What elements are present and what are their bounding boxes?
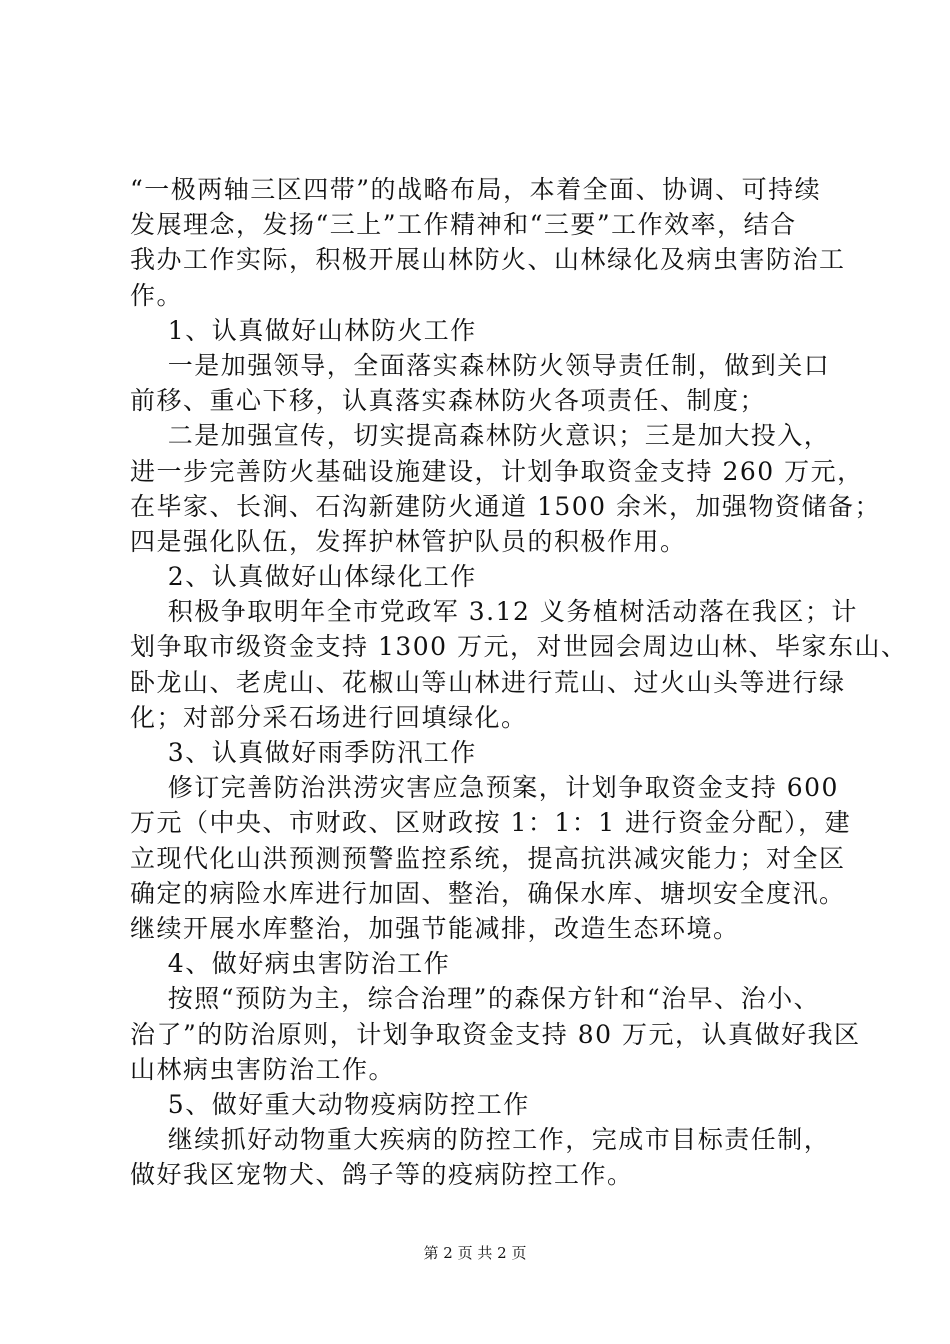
text-line: 划争取市级资金支持 1300 万元，对世园会周边山林、毕家东山、 <box>130 632 908 662</box>
text-line: 四是强化队伍，发挥护林管护队员的积极作用。 <box>130 526 687 556</box>
section-heading: 1、认真做好山林防火工作 <box>130 315 477 345</box>
page-footer <box>0 1243 950 1263</box>
text-line: 山林病虫害防治工作。 <box>130 1054 396 1084</box>
text-line: 万元（中央、市财政、区财政按 1：1：1 进行资金分配），建 <box>130 808 852 838</box>
text-line: 修订完善防治洪涝灾害应急预案，计划争取资金支持 600 <box>130 773 839 803</box>
text-line: 继续开展水库整治，加强节能减排，改造生态环境。 <box>130 913 740 943</box>
section-heading: 4、做好病虫害防治工作 <box>130 949 451 979</box>
text-line: 治了”的防治原则，计划争取资金支持 80 万元，认真做好我区 <box>130 1019 861 1049</box>
page-number: 第 2 页 共 2 页 <box>423 1244 527 1262</box>
text-line: 卧龙山、老虎山、花椒山等山林进行荒山、过火山头等进行绿 <box>130 667 846 697</box>
text-line: 二是加强宣传，切实提高森林防火意识；三是加大投入， <box>130 421 831 451</box>
text-line: 做好我区宠物犬、鸽子等的疫病防控工作。 <box>130 1160 634 1190</box>
document-body <box>130 172 908 1192</box>
text-line: 积极争取明年全市党政军 3.12 义务植树活动落在我区；计 <box>130 597 858 627</box>
text-line: 一是加强领导，全面落实森林防火领导责任制，做到关口 <box>130 350 831 380</box>
text-line: 我办工作实际，积极开展山林防火、山林绿化及病虫害防治工 <box>130 245 846 275</box>
text-line: 立现代化山洪预测预警监控系统，提高抗洪减灾能力；对全区 <box>130 843 846 873</box>
text-line: 继续抓好动物重大疾病的防控工作，完成市目标责任制， <box>130 1125 831 1155</box>
section-heading: 2、认真做好山体绿化工作 <box>130 562 477 592</box>
section-heading: 3、认真做好雨季防汛工作 <box>130 738 477 767</box>
text-line: 化；对部分采石场进行回填绿化。 <box>130 702 528 732</box>
section-heading: 5、做好重大动物疫病防控工作 <box>130 1089 530 1119</box>
text-line: 发展理念，发扬“三上”工作精神和“三要”工作效率，结合 <box>130 210 797 240</box>
text-line: “一极两轴三区四带”的战略布局，本着全面、协调、可持续 <box>130 175 822 204</box>
text-line: 作。 <box>130 280 184 310</box>
text-line: 进一步完善防火基础设施建设，计划争取资金支持 260 万元， <box>130 456 864 486</box>
text-line: 按照“预防为主，综合治理”的森保方针和“治早、治小、 <box>130 984 821 1014</box>
text-line: 前移、重心下移，认真落实森林防火各项责任、制度； <box>130 386 767 416</box>
text-line: 确定的病险水库进行加固、整治，确保水库、塘坝安全度汛。 <box>130 878 846 908</box>
text-line: 在毕家、长涧、石沟新建防火通道 1500 余米，加强物资储备； <box>130 491 882 521</box>
